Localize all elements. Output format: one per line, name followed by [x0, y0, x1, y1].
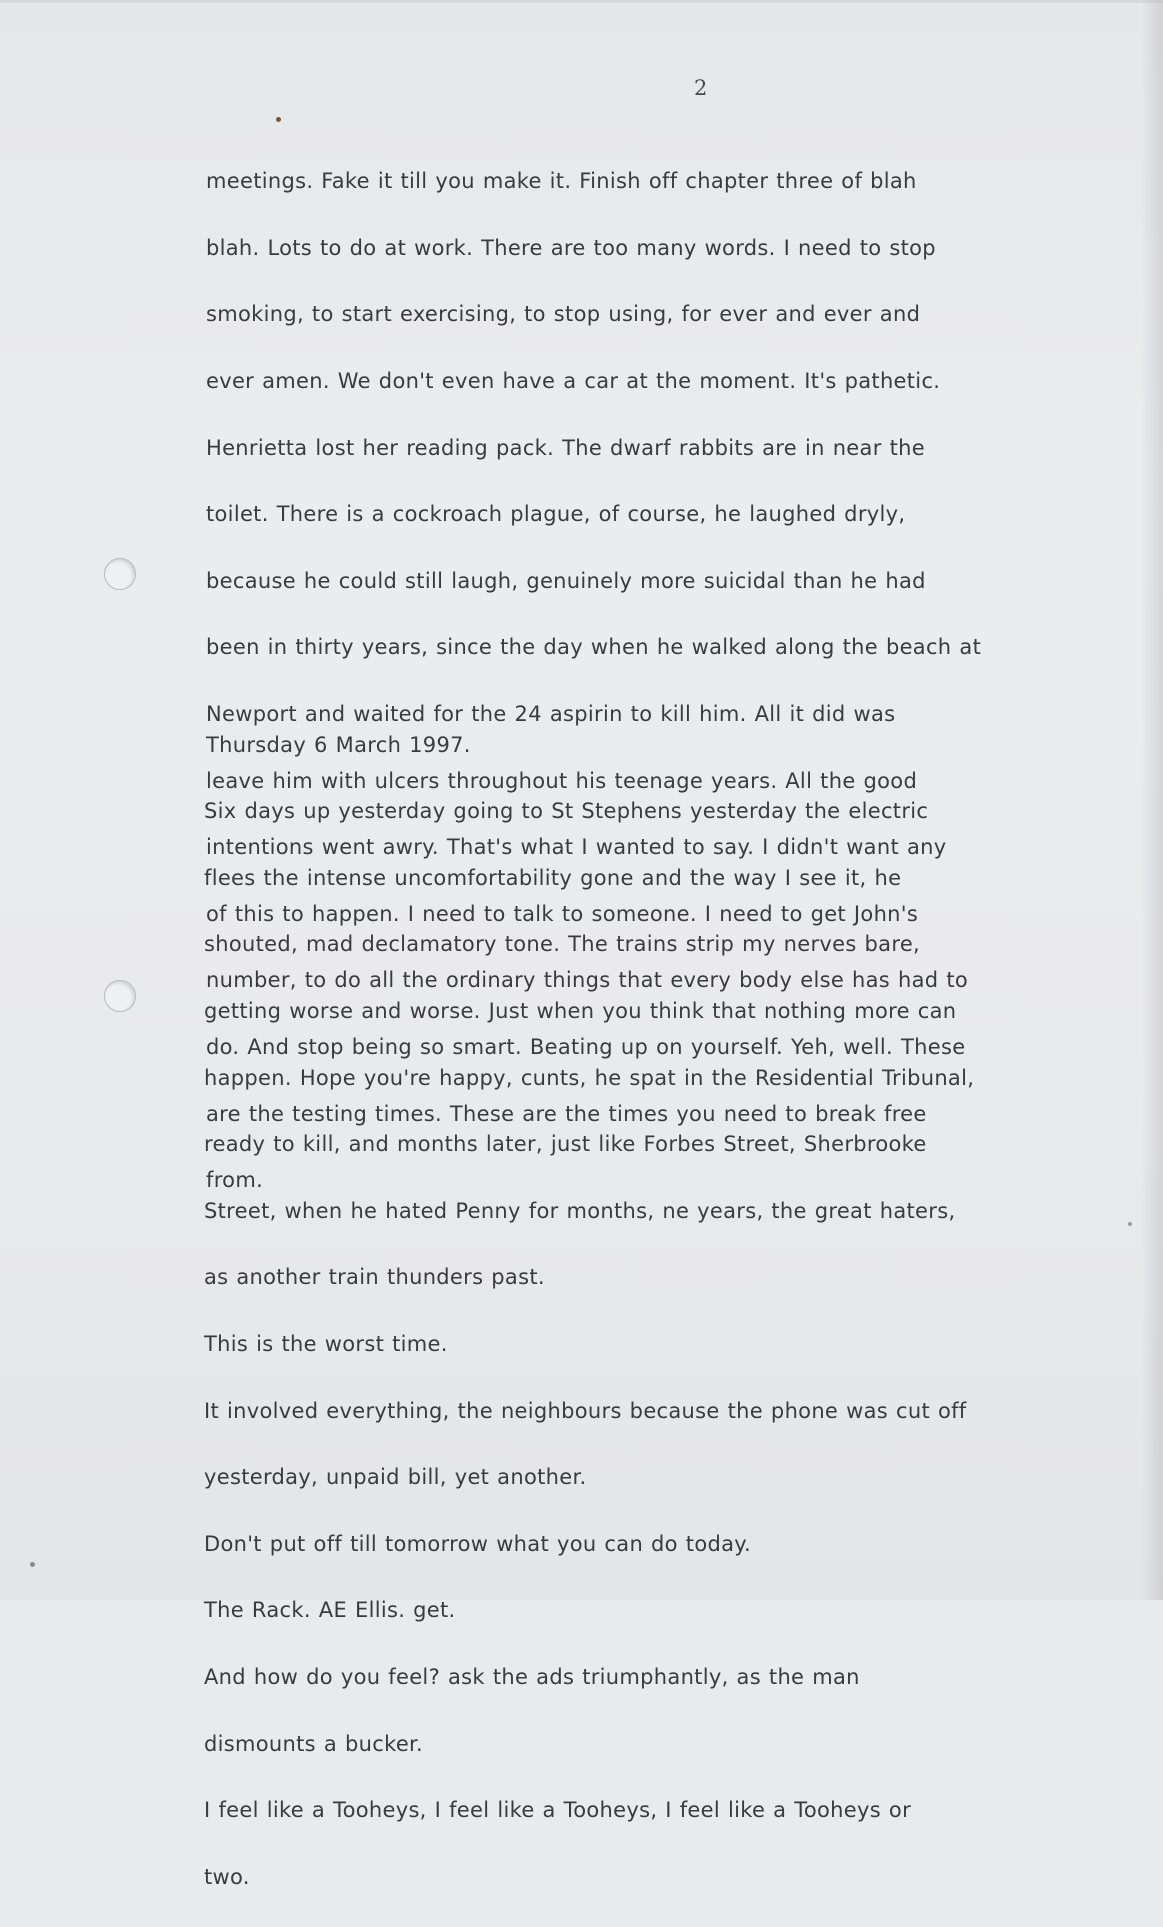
text-line: do. And stop being so smart. Beating up on yourself. Yeh, well. These [206, 1035, 966, 1060]
punch-hole [104, 980, 136, 1012]
text-line: leave him with ulcers throughout his teenage years. All the good [206, 768, 918, 793]
page-right-edge [1141, 0, 1163, 1600]
date-heading-text: Thursday 6 March 1997. [206, 733, 471, 758]
text-line: number, to do all the ordinary things that every body else has had to [206, 968, 969, 993]
text-line: flees the intense uncomfortability gone and the way I see it, he [204, 865, 902, 890]
paper-speck [30, 1562, 35, 1567]
text-line: intentions went awry. That's what I wanted to say. I didn't want any [206, 835, 947, 860]
text-line: ever amen. We don't even have a car at the moment. It's pathetic. [206, 369, 941, 394]
text-line: I feel like a Tooheys, I feel like a Tooheys, I feel like a Tooheys or [204, 1798, 912, 1823]
text-line: from. [206, 1168, 264, 1193]
text-line: happen. Hope you're happy, cunts, he spat in the Residential Tribunal, [204, 1065, 975, 1090]
text-line: It involved everything, the neighbours because the phone was cut off [204, 1398, 967, 1423]
text-line: And how do you feel? ask the ads triumphantly, as the man [204, 1665, 860, 1690]
text-line: blah. Lots to do at work. There are too many words. I need to stop [206, 235, 936, 260]
paragraph-2 [204, 762, 1024, 1927]
text-line: toilet. There is a cockroach plague, of course, he laughed dryly, [206, 502, 906, 527]
text-line: Six days up yesterday going to St Stephens yesterday the electric [204, 799, 929, 824]
text-line: are the testing times. These are the times you need to break free [206, 1101, 927, 1126]
paper-speck [1128, 1222, 1132, 1226]
page-top-edge [0, 0, 1163, 3]
text-line: as another train thunders past. [204, 1265, 545, 1290]
text-line: of this to happen. I need to talk to someone. I need to get John's [206, 901, 919, 926]
text-line: yesterday, unpaid bill, yet another. [204, 1465, 587, 1490]
text-line: Street, when he hated Penny for months, ne years, the great haters, [204, 1198, 956, 1223]
punch-hole [104, 558, 136, 590]
text-line: shouted, mad declamatory tone. The trains strip my nerves bare, [204, 932, 921, 957]
text-line: been in thirty years, since the day when he walked along the beach at [206, 635, 982, 660]
text-line: The Rack. AE Ellis. get. [204, 1598, 456, 1623]
text-line: Henrietta lost her reading pack. The dwarf rabbits are in near the [206, 435, 925, 460]
text-line: Don't put off till tomorrow what you can do today. [204, 1531, 751, 1556]
page-number: 2 [694, 76, 708, 100]
text-line: two. [204, 1864, 250, 1889]
text-line: meetings. Fake it till you make it. Finish off chapter three of blah [206, 169, 917, 194]
text-line: getting worse and worse. Just when you think that nothing more can [204, 999, 957, 1024]
text-line: smoking, to start exercising, to stop using, for ever and ever and [206, 302, 921, 327]
ink-speck [276, 117, 281, 122]
text-line: This is the worst time. [204, 1332, 448, 1357]
text-line: ready to kill, and months later, just like Forbes Street, Sherbrooke [204, 1132, 927, 1157]
text-line: dismounts a bucker. [204, 1731, 424, 1756]
text-line: because he could still laugh, genuinely more suicidal than he had [206, 568, 926, 593]
text-line: Newport and waited for the 24 aspirin to kill him. All it did was [206, 702, 896, 727]
